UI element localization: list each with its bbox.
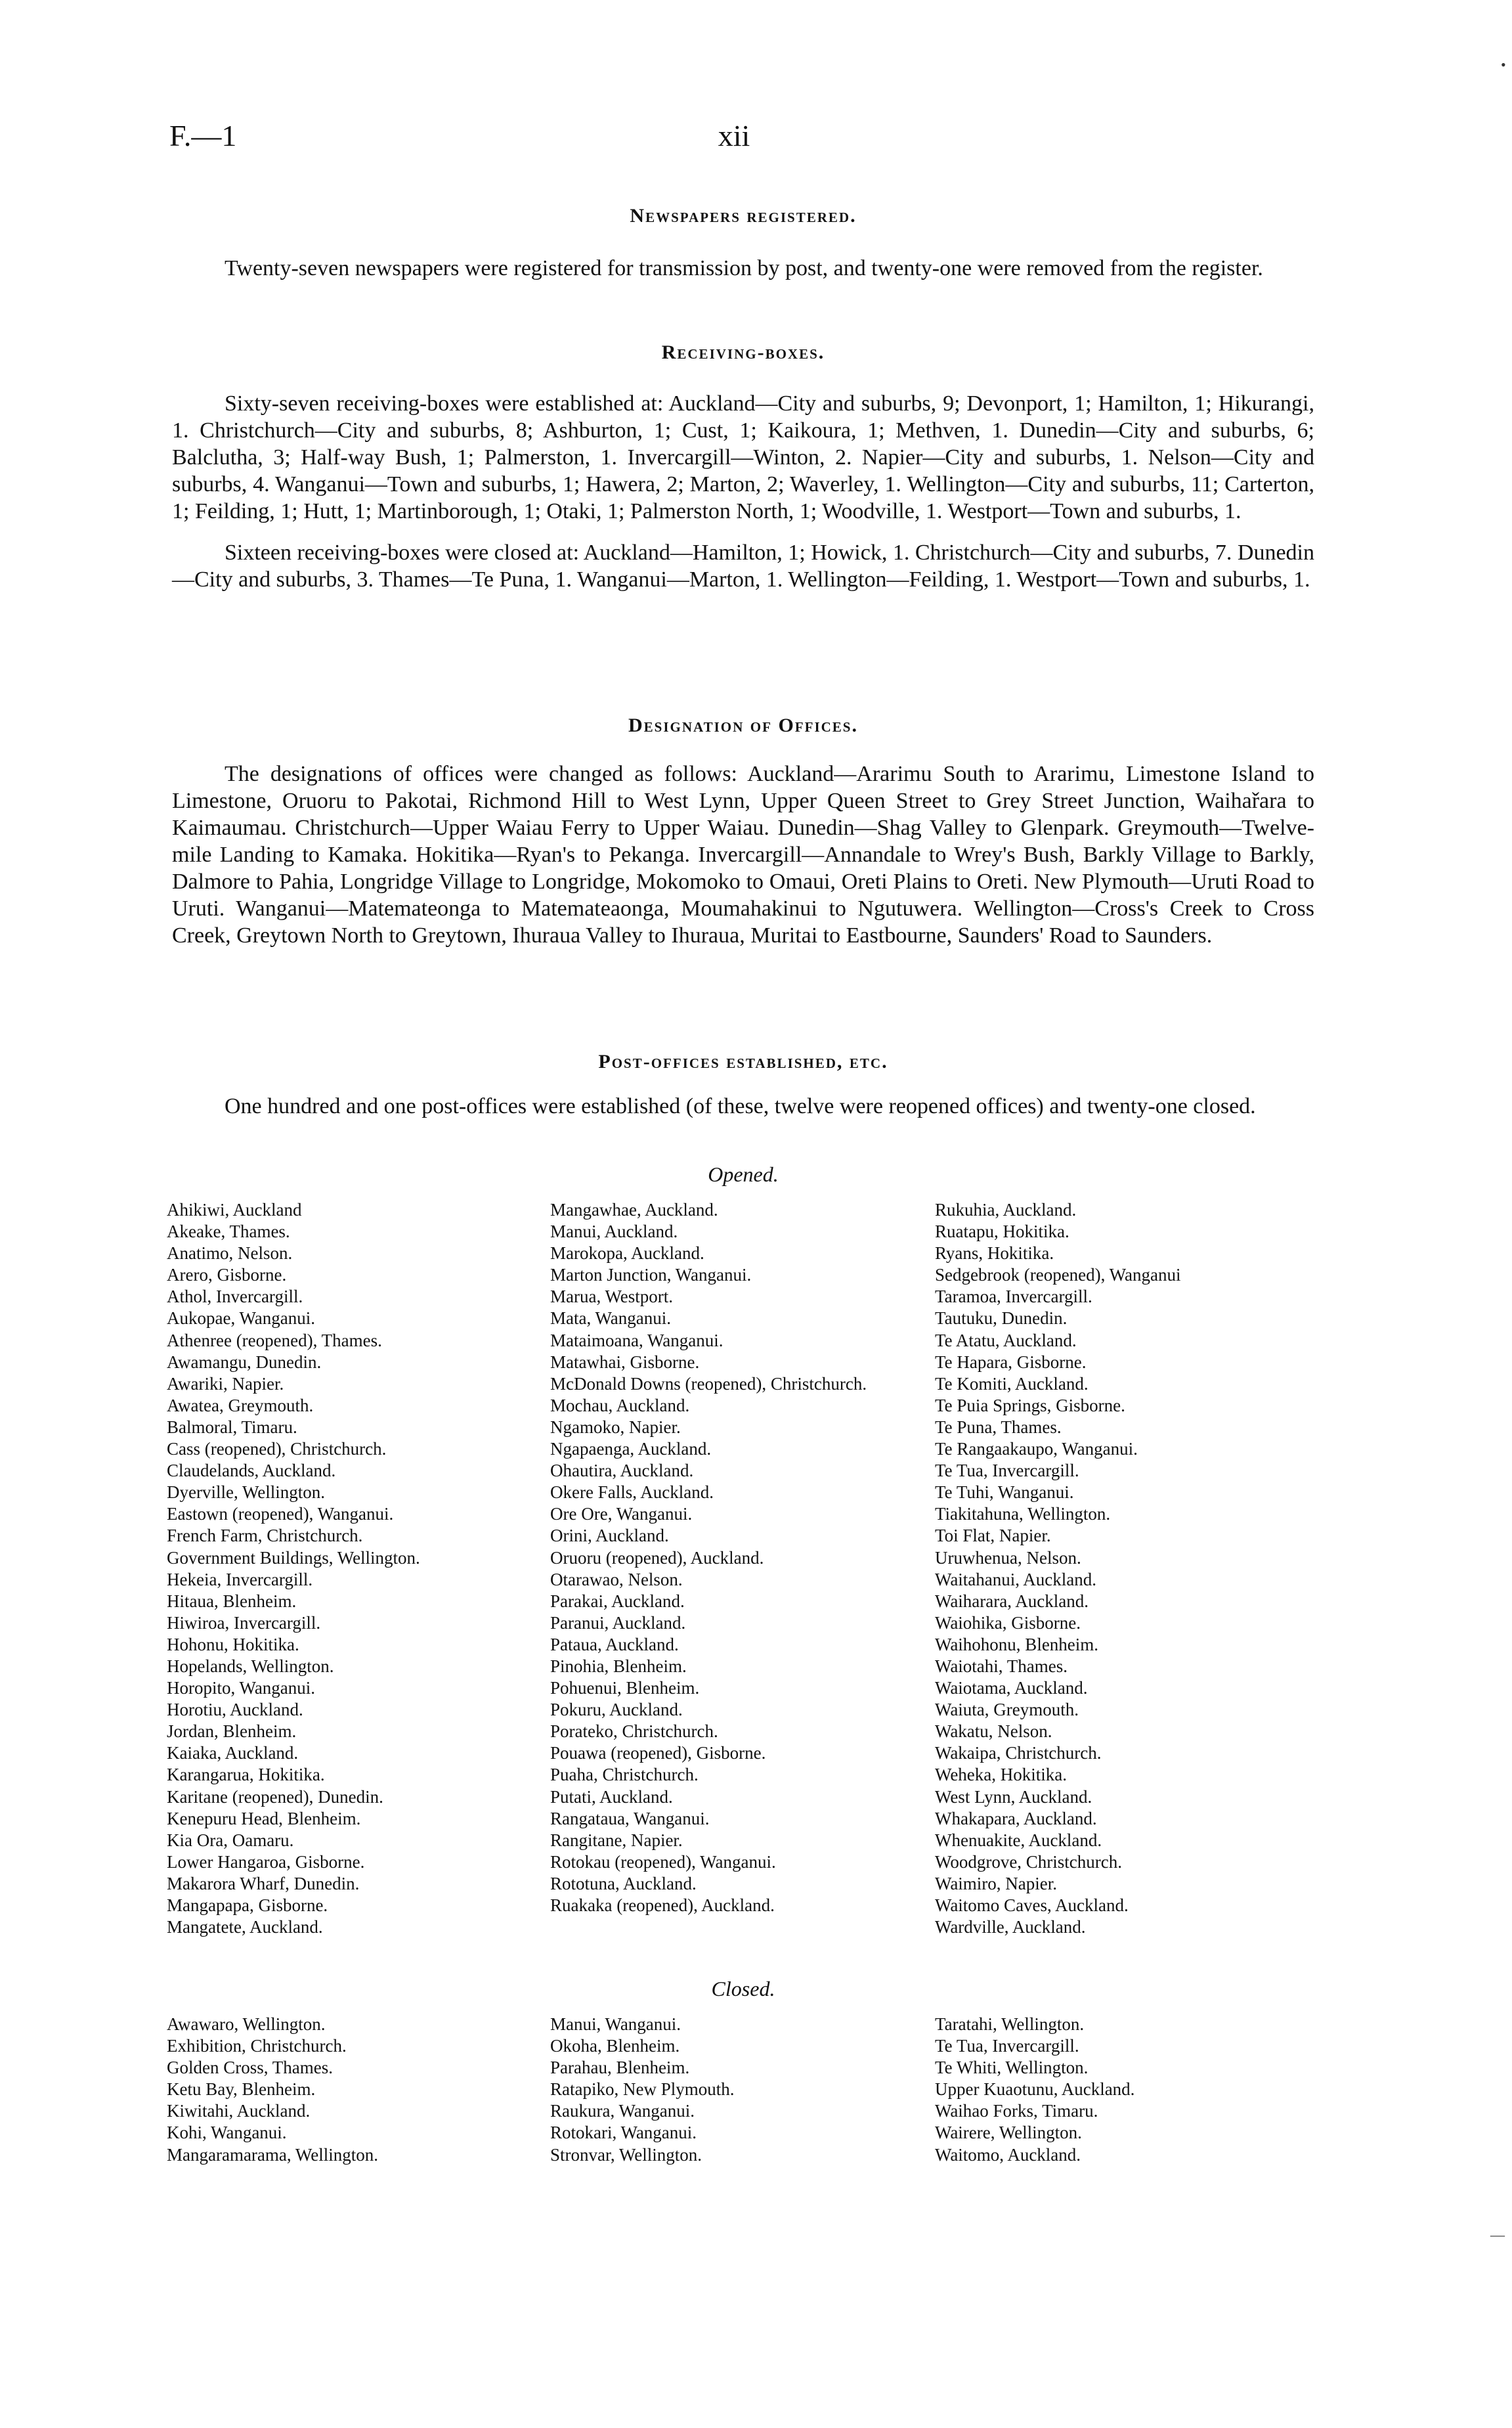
list-item: Waitahanui, Auckland. [935,1569,1097,1589]
list-item: Waimiro, Napier. [935,1873,1058,1893]
margin-mark: • [1501,56,1506,73]
list-item: Mangapapa, Gisborne. [167,1895,328,1915]
list-item: Pohuenui, Blenheim. [550,1678,700,1698]
list-item: Manui, Auckland. [550,1222,678,1242]
list-item: Awariki, Napier. [167,1373,284,1394]
list-item: Waiuta, Greymouth. [935,1700,1079,1720]
list-item: Ngamoko, Napier. [550,1417,681,1437]
list-item: Sedgebrook (reopened), Wanganui [935,1265,1181,1285]
list-item: Pinohia, Blenheim. [550,1656,687,1676]
list-item: Exhibition, Christchurch. [167,2036,347,2056]
list-item: Rangataua, Wanganui. [550,1808,710,1828]
list-item: Ketu Bay, Blenheim. [167,2079,316,2100]
list-item: Mata, Wanganui. [550,1308,672,1329]
list-item: Te Komiti, Auckland. [935,1373,1089,1394]
list-item: Matawhai, Gisborne. [550,1352,700,1372]
list-item: Ahikiwi, Auckland [167,1200,302,1220]
list-item: Waiotahi, Thames. [935,1656,1068,1676]
list-item: Athenree (reopened), Thames. [167,1330,382,1350]
closed-column-2 [550,2014,734,2166]
list-item: Wakatu, Nelson. [935,1721,1052,1742]
list-item: Waiharara, Auckland. [935,1591,1089,1611]
list-item: Stronvar, Wellington. [550,2144,702,2165]
receiving-boxes-section [172,342,1314,593]
list-item: Te Tuhi, Wanganui. [935,1482,1074,1503]
list-item: Ratapiko, New Plymouth. [550,2079,735,2100]
list-item: Wardville, Auckland. [935,1917,1086,1937]
list-item: Toi Flat, Napier. [935,1526,1051,1546]
list-item: West Lynn, Auckland. [935,1786,1092,1807]
opened-column-3 [935,1199,1180,1938]
list-item: Wakaipa, Christchurch. [935,1743,1102,1763]
list-item: Porateko, Christchurch. [550,1721,718,1742]
list-item: Awamangu, Dunedin. [167,1352,322,1372]
closed-label: Closed. [711,1977,775,2000]
newspapers-title: Newspapers registered. [630,205,857,227]
post-offices-section [172,1051,1314,1120]
designation-text: The designations of offices were changed as follows: Auckland—Ararimu South to Ararimu, Limestone Island to Limestone, Oruoru to Pakotai, Richmond Hill to West Lynn, Upper Queen Street to Grey Street Junction, Waihařara to Kaimaumau. Christchurch—Upper Waiau Ferry to Upper Waiau. Dunedin—Shag Valley to Glenpark. Greymouth—Twelve-mile Landing to Kamaka. Hokitika—Ryan's to Pekanga. Invercargill—Annandale to Wrey's Bush, Barkly Village to Barkly, Dalmore to Pahia, Longridge Village to Longridge, Mokomoko to Omaui, Oreti Plains to Oreti. New Plymouth—Uruti Road to Uruti. Wanganui—Matemateonga to Matemateaonga, Moumahakinui to Ngutuwera. Wellington—Cross's Creek to Cross Creek, Greytown North to Greytown, Ihuraua Valley to Ihuraua, Muritai to Eastbourne, Saunders' Road to Saunders. [172,762,1314,948]
list-item: Claudelands, Auckland. [167,1461,336,1481]
list-item: Anatimo, Nelson. [167,1243,293,1264]
page-header [169,118,1299,164]
list-item: Paranui, Auckland. [550,1612,686,1633]
list-item: Ohautira, Auckland. [550,1461,694,1481]
opened-label: Opened. [708,1162,779,1186]
newspapers-section [172,205,1314,282]
list-item: Uruwhenua, Nelson. [935,1547,1081,1568]
list-item: Pouawa (reopened), Gisborne. [550,1743,766,1763]
list-item: Whenuakite, Auckland. [935,1830,1102,1850]
list-item: Hitaua, Blenheim. [167,1591,297,1611]
list-item: Woodgrove, Christchurch. [935,1851,1123,1872]
list-item: Awawaro, Wellington. [167,2014,326,2034]
list-item: Ngapaenga, Auckland. [550,1439,712,1459]
list-item: Hekeia, Invercargill. [167,1569,313,1589]
list-item: McDonald Downs (reopened), Christchurch. [550,1373,867,1394]
list-item: Akeake, Thames. [167,1222,290,1242]
list-item: Waitomo Caves, Auckland. [935,1895,1129,1915]
list-item: Lower Hangaroa, Gisborne. [167,1851,365,1872]
list-item: Mataimoana, Wanganui. [550,1330,724,1350]
list-item: Pokuru, Auckland. [550,1700,683,1720]
closed-heading [172,1977,1314,2001]
closed-column-3 [935,2014,1134,2166]
list-item: Horopito, Wanganui. [167,1678,316,1698]
list-item: Hohonu, Hokitika. [167,1634,299,1654]
list-item: Te Puna, Thames. [935,1417,1062,1437]
list-item: Te Whiti, Wellington. [935,2058,1089,2078]
list-item: Waiohika, Gisborne. [935,1612,1081,1633]
receiving-boxes-title: Receiving-boxes. [661,342,825,363]
list-item: Kia Ora, Oamaru. [167,1830,294,1850]
list-item: Okoha, Blenheim. [550,2036,680,2056]
list-item: Te Atatu, Auckland. [935,1330,1077,1350]
list-item: Karangarua, Hokitika. [167,1765,325,1785]
post-offices-title: Post-offices established, etc. [598,1051,888,1072]
list-item: Upper Kuaotunu, Auckland. [935,2079,1135,2100]
list-item: Weheka, Hokitika. [935,1765,1068,1785]
list-item: Ryans, Hokitika. [935,1243,1054,1264]
list-item: French Farm, Christchurch. [167,1526,363,1546]
list-item: Puaha, Christchurch. [550,1765,699,1785]
designation-section [172,715,1314,949]
list-item: Manui, Wanganui. [550,2014,681,2034]
list-item: Oruoru (reopened), Auckland. [550,1547,764,1568]
list-item: Taratahi, Wellington. [935,2014,1085,2034]
list-item: Taramoa, Invercargill. [935,1287,1092,1307]
receiving-boxes-closed: Sixteen receiving-boxes were closed at: Auckland—Hamilton, 1; Howick, 1. Christchurch—City and suburbs, 7. Dunedin—City and suburbs, 3. Thames—Te Puna, 1. Wanganui—Marton, 1. Wellington—Feilding, 1. Westport—Town and suburbs, 1. [172,541,1315,592]
list-item: Te Tua, Invercargill. [935,2036,1079,2056]
designation-title: Designation of Offices. [628,715,858,736]
list-item: Government Buildings, Wellington. [167,1547,420,1568]
list-item: Golden Cross, Thames. [167,2058,333,2078]
list-item: Mangawhae, Auckland. [550,1200,718,1220]
page-number: xii [718,119,750,152]
list-item: Rotokau (reopened), Wanganui. [550,1851,776,1872]
list-item: Ruakaka (reopened), Auckland. [550,1895,775,1915]
list-item: Waihao Forks, Timaru. [935,2101,1098,2121]
list-item: Athol, Invercargill. [167,1287,303,1307]
list-item: Ruatapu, Hokitika. [935,1222,1069,1242]
opened-column-2 [550,1199,951,1916]
list-item: Mangatete, Auckland. [167,1917,323,1937]
list-item: Marua, Westport. [550,1287,674,1307]
list-item: Hiwiroa, Invercargill. [167,1612,321,1633]
list-item: Kaiaka, Auckland. [167,1743,299,1763]
list-item: Cass (reopened), Christchurch. [167,1439,387,1459]
list-item: Kiwitahi, Auckland. [167,2101,311,2121]
post-offices-text: One hundred and one post-offices were established (of these, twelve were reopened offices) and twenty-one closed. [225,1094,1256,1118]
list-item: Mangaramarama, Wellington. [167,2144,378,2165]
list-item: Te Rangaakaupo, Wanganui. [935,1439,1138,1459]
list-item: Kenepuru Head, Blenheim. [167,1808,361,1828]
list-item: Parakai, Auckland. [550,1591,685,1611]
list-item: Rotokari, Wanganui. [550,2123,697,2143]
list-item: Te Tua, Invercargill. [935,1461,1079,1481]
list-item: Eastown (reopened), Wanganui. [167,1504,394,1524]
list-item: Waihohonu, Blenheim. [935,1634,1099,1654]
list-item: Whakapara, Auckland. [935,1808,1097,1828]
opened-column-1 [167,1199,420,1938]
list-item: Rangitane, Napier. [550,1830,683,1850]
list-item: Okere Falls, Auckland. [550,1482,714,1503]
list-item: Orini, Auckland. [550,1526,669,1546]
opened-heading [172,1162,1314,1187]
list-item: Makarora Wharf, Dunedin. [167,1873,360,1893]
list-item: Aukopae, Wanganui. [167,1308,316,1329]
list-item: Mochau, Auckland. [550,1395,690,1415]
list-item: Marton Junction, Wanganui. [550,1265,752,1285]
list-item: Rukuhia, Auckland. [935,1200,1077,1220]
list-item: Ore Ore, Wanganui. [550,1504,693,1524]
list-item: Karitane (reopened), Dunedin. [167,1786,383,1807]
report-code: F.—1 [169,119,237,152]
list-item: Tiakitahuna, Wellington. [935,1504,1111,1524]
list-item: Pataua, Auckland. [550,1634,679,1654]
list-item: Jordan, Blenheim. [167,1721,297,1742]
list-item: Kohi, Wanganui. [167,2123,287,2143]
newspapers-text: Twenty-seven newspapers were registered for transmission by post, and twenty-one were removed from the register. [225,256,1263,280]
list-item: Parahau, Blenheim. [550,2058,690,2078]
list-item: Te Puia Springs, Gisborne. [935,1395,1125,1415]
list-item: Marokopa, Auckland. [550,1243,704,1264]
list-item: Balmoral, Timaru. [167,1417,297,1437]
margin-mark: — [1490,2226,1505,2243]
closed-column-1 [167,2014,378,2166]
list-item: Awatea, Greymouth. [167,1395,314,1415]
list-item: Otarawao, Nelson. [550,1569,683,1589]
list-item: Rototuna, Auckland. [550,1873,697,1893]
list-item: Waiotama, Auckland. [935,1678,1088,1698]
list-item: Wairere, Wellington. [935,2123,1082,2143]
list-item: Raukura, Wanganui. [550,2101,695,2121]
list-item: Arero, Gisborne. [167,1265,287,1285]
list-item: Waitomo, Auckland. [935,2144,1081,2165]
list-item: Hopelands, Wellington. [167,1656,334,1676]
receiving-boxes-established: Sixty-seven receiving-boxes were established at: Auckland—City and suburbs, 9; Devonport, 1; Hamilton, 1; Hikurangi, 1. Christchurch—City and suburbs, 8; Ashburton, 1; Cust, 1; Kaikoura, 1; Methven, 1. Dunedin—City and suburbs, 6; Balclutha, 3; Half-way Bush, 1; Palmerston, 1. Invercargill—Winton, 2. Napier—City and suburbs, 1. Nelson—City and suburbs, 4. Wanganui—Town and suburbs, 1; Hawera, 2; Marton, 2; Waverley, 1. Wellington—City and suburbs, 11; Carterton, 1; Feilding, 1; Hutt, 1; Martinborough, 1; Otaki, 1; Palmerston North, 1; Woodville, 1. Westport—Town and suburbs, 1. [172,391,1314,523]
list-item: Tautuku, Dunedin. [935,1308,1068,1329]
list-item: Dyerville, Wellington. [167,1482,326,1503]
list-item: Horotiu, Auckland. [167,1700,303,1720]
list-item: Putati, Auckland. [550,1786,673,1807]
list-item: Te Hapara, Gisborne. [935,1352,1087,1372]
